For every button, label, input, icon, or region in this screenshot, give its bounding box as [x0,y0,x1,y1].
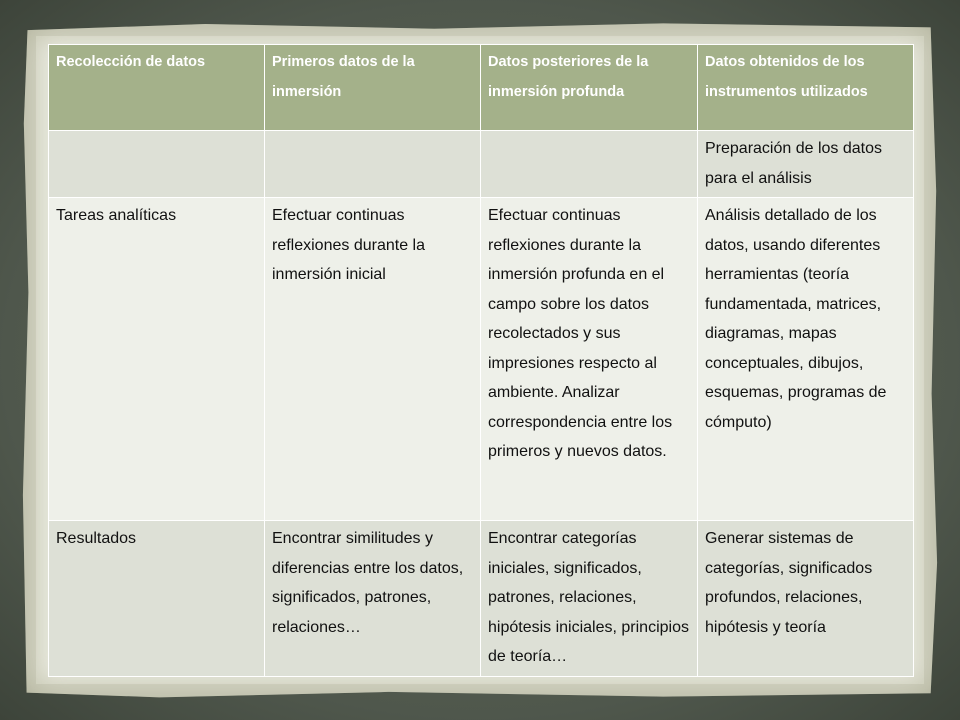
header-cell-recoleccion: Recolección de datos [49,45,265,131]
table-cell: Efectuar continuas reflexiones durante la inmersión inicial [265,198,481,521]
header-cell-primeros-datos: Primeros datos de la inmersión [265,45,481,131]
header-cell-datos-instrumentos: Datos obtenidos de los instrumentos utilizados [698,45,914,131]
table-cell [265,131,481,198]
table-row [49,198,914,521]
row-label: Tareas analíticas [49,198,265,521]
table-row [49,521,914,677]
table-header-row [49,45,914,131]
table-cell: Encontrar categorías iniciales, significados, patrones, relaciones, hipótesis iniciales, principios de teoría… [481,521,698,677]
table-cell: Generar sistemas de categorías, significados profundos, relaciones, hipótesis y teoría [698,521,914,677]
table-cell: Análisis detallado de los datos, usando diferentes herramientas (teoría fundamentada, matrices, diagramas, mapas conceptuales, dibujos, esquemas, programas de cómputo) [698,198,914,521]
analysis-table [48,44,914,677]
table-cell: Efectuar continuas reflexiones durante la inmersión profunda en el campo sobre los datos recolectados y sus impresiones respecto al ambiente. Analizar correspondencia entre los primeros y nuevos datos. [481,198,698,521]
header-cell-datos-posteriores: Datos posteriores de la inmersión profunda [481,45,698,131]
row-label [49,131,265,198]
table-row [49,131,914,198]
table-cell: Encontrar similitudes y diferencias entre los datos, significados, patrones, relaciones… [265,521,481,677]
row-label: Resultados [49,521,265,677]
table-cell [481,131,698,198]
table-cell: Preparación de los datos para el análisis [698,131,914,198]
